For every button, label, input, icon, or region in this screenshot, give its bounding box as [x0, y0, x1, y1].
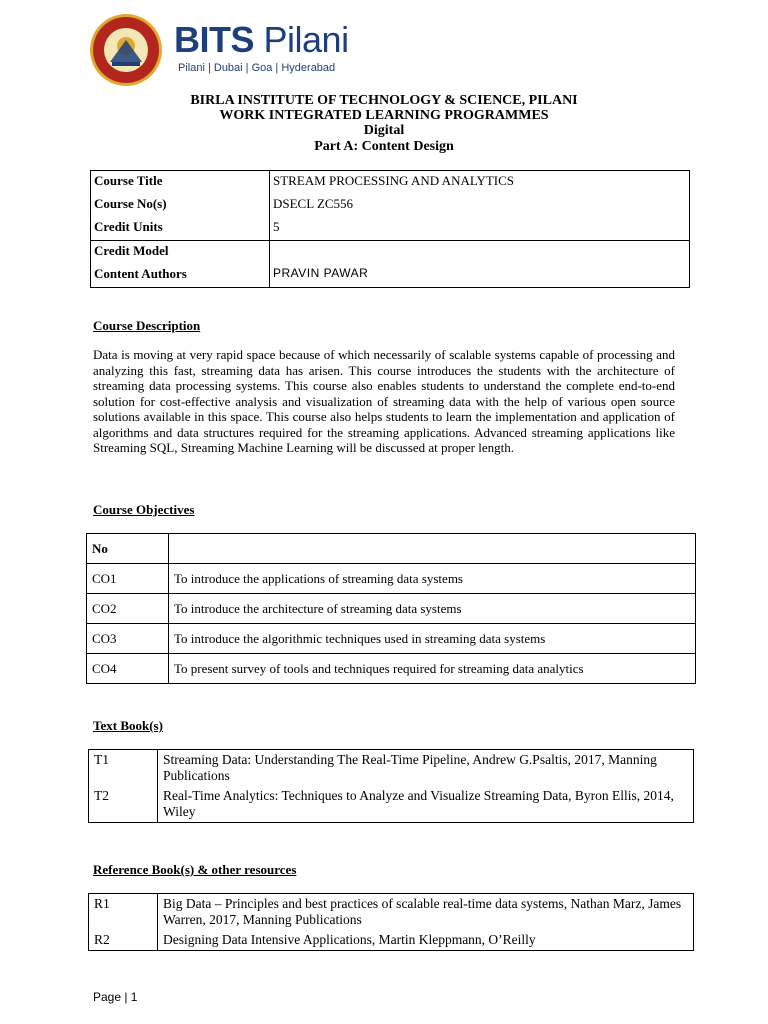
table-row: [87, 564, 696, 594]
table-row: [89, 786, 694, 823]
col-no-header: No: [87, 534, 169, 564]
textbooks-table: [88, 749, 694, 823]
objective-id: CO1: [87, 564, 169, 594]
description-text: Data is moving at very rapid space because of which necessarily of scalable systems capable of processing and analyzing this fast, streaming data has arisen. This course introduces the students with the architecture of streaming data processing systems. This course also enables students to understand the complete end-to-end solution for cost-effective analysis and visualization of streaming data with the help of various open source solutions available in this space. This course also helps students to learn the implementation and application of algorithms and data structures required for the streaming applications. Advanced streaming applications like Streaming SQL, Streaming Machine Learning will be discussed at proper length.: [93, 347, 675, 455]
objectives-table: [86, 533, 696, 684]
book-title: Streaming Data: Understanding The Real-Time Pipeline, Andrew G.Psaltis, 2017, Manning Publications: [158, 750, 694, 787]
programme-name: WORK INTEGRATED LEARNING PROGRAMMES: [219, 108, 549, 123]
course-title-row: [91, 171, 690, 195]
campus-list: Pilani | Dubai | Goa | Hyderabad: [178, 62, 336, 74]
part-title: Part A: Content Design: [314, 139, 454, 154]
col-text-header: [169, 534, 696, 564]
description-heading: Course Description: [93, 318, 201, 333]
info-value: DSECL ZC556: [270, 194, 690, 217]
brand-name: BITS Pilani: [174, 19, 349, 60]
table-row: [89, 930, 694, 951]
credit-model-row: [91, 241, 690, 265]
reference-title: Big Data – Principles and best practices of scalable real-time data systems, Nathan Marz, James Warren, 2017, Manning Publications: [158, 894, 694, 931]
info-value: STREAM PROCESSING AND ANALYTICS: [270, 171, 690, 195]
book-title: Real-Time Analytics: Techniques to Analyze and Visualize Streaming Data, Byron Ellis, 2014, Wiley: [158, 786, 694, 823]
objectives-heading: Course Objectives: [93, 502, 195, 517]
reference-id: R2: [94, 932, 110, 947]
references-table: [88, 893, 694, 951]
table-row: [87, 624, 696, 654]
objective-text: To present survey of tools and techniques required for streaming data analytics: [169, 654, 696, 684]
objective-text: To introduce the architecture of streaming data systems: [169, 594, 696, 624]
objective-text: To introduce the applications of streaming data systems: [169, 564, 696, 594]
reference-id: R1: [94, 896, 110, 911]
info-label: Content Authors: [94, 266, 187, 281]
info-label: Course Title: [94, 173, 163, 188]
bits-seal-icon: [88, 12, 164, 88]
institute-name: BIRLA INSTITUTE OF TECHNOLOGY & SCIENCE, PILANI: [190, 93, 578, 108]
reference-title: Designing Data Intensive Applications, Martin Kleppmann, O’Reilly: [158, 930, 694, 951]
content-authors-row: [91, 264, 690, 288]
table-row: [89, 894, 694, 931]
credit-units-row: [91, 217, 690, 241]
objective-id: CO3: [87, 624, 169, 654]
page-number: Page | 1: [93, 990, 138, 1004]
objective-text: To introduce the algorithmic techniques used in streaming data systems: [169, 624, 696, 654]
mode-label: Digital: [363, 123, 405, 138]
book-id: T1: [94, 752, 109, 767]
book-id: T2: [94, 788, 109, 803]
table-row: [89, 750, 694, 787]
info-value: [270, 241, 690, 265]
info-label: Course No(s): [94, 196, 167, 211]
references-heading: Reference Book(s) & other resources: [93, 862, 297, 877]
objective-id: CO4: [87, 654, 169, 684]
table-row: [87, 654, 696, 684]
bits-logo: [88, 12, 348, 94]
info-value: 5: [270, 217, 690, 241]
course-no-row: [91, 194, 690, 217]
info-value: PRAVIN PAWAR: [270, 264, 690, 288]
table-row: [87, 594, 696, 624]
info-label: Credit Units: [91, 217, 270, 241]
objectives-header-row: [87, 534, 696, 564]
info-label: Credit Model: [94, 243, 169, 258]
textbooks-heading: Text Book(s): [93, 718, 163, 733]
course-info-table: [90, 170, 690, 288]
objective-id: CO2: [87, 594, 169, 624]
